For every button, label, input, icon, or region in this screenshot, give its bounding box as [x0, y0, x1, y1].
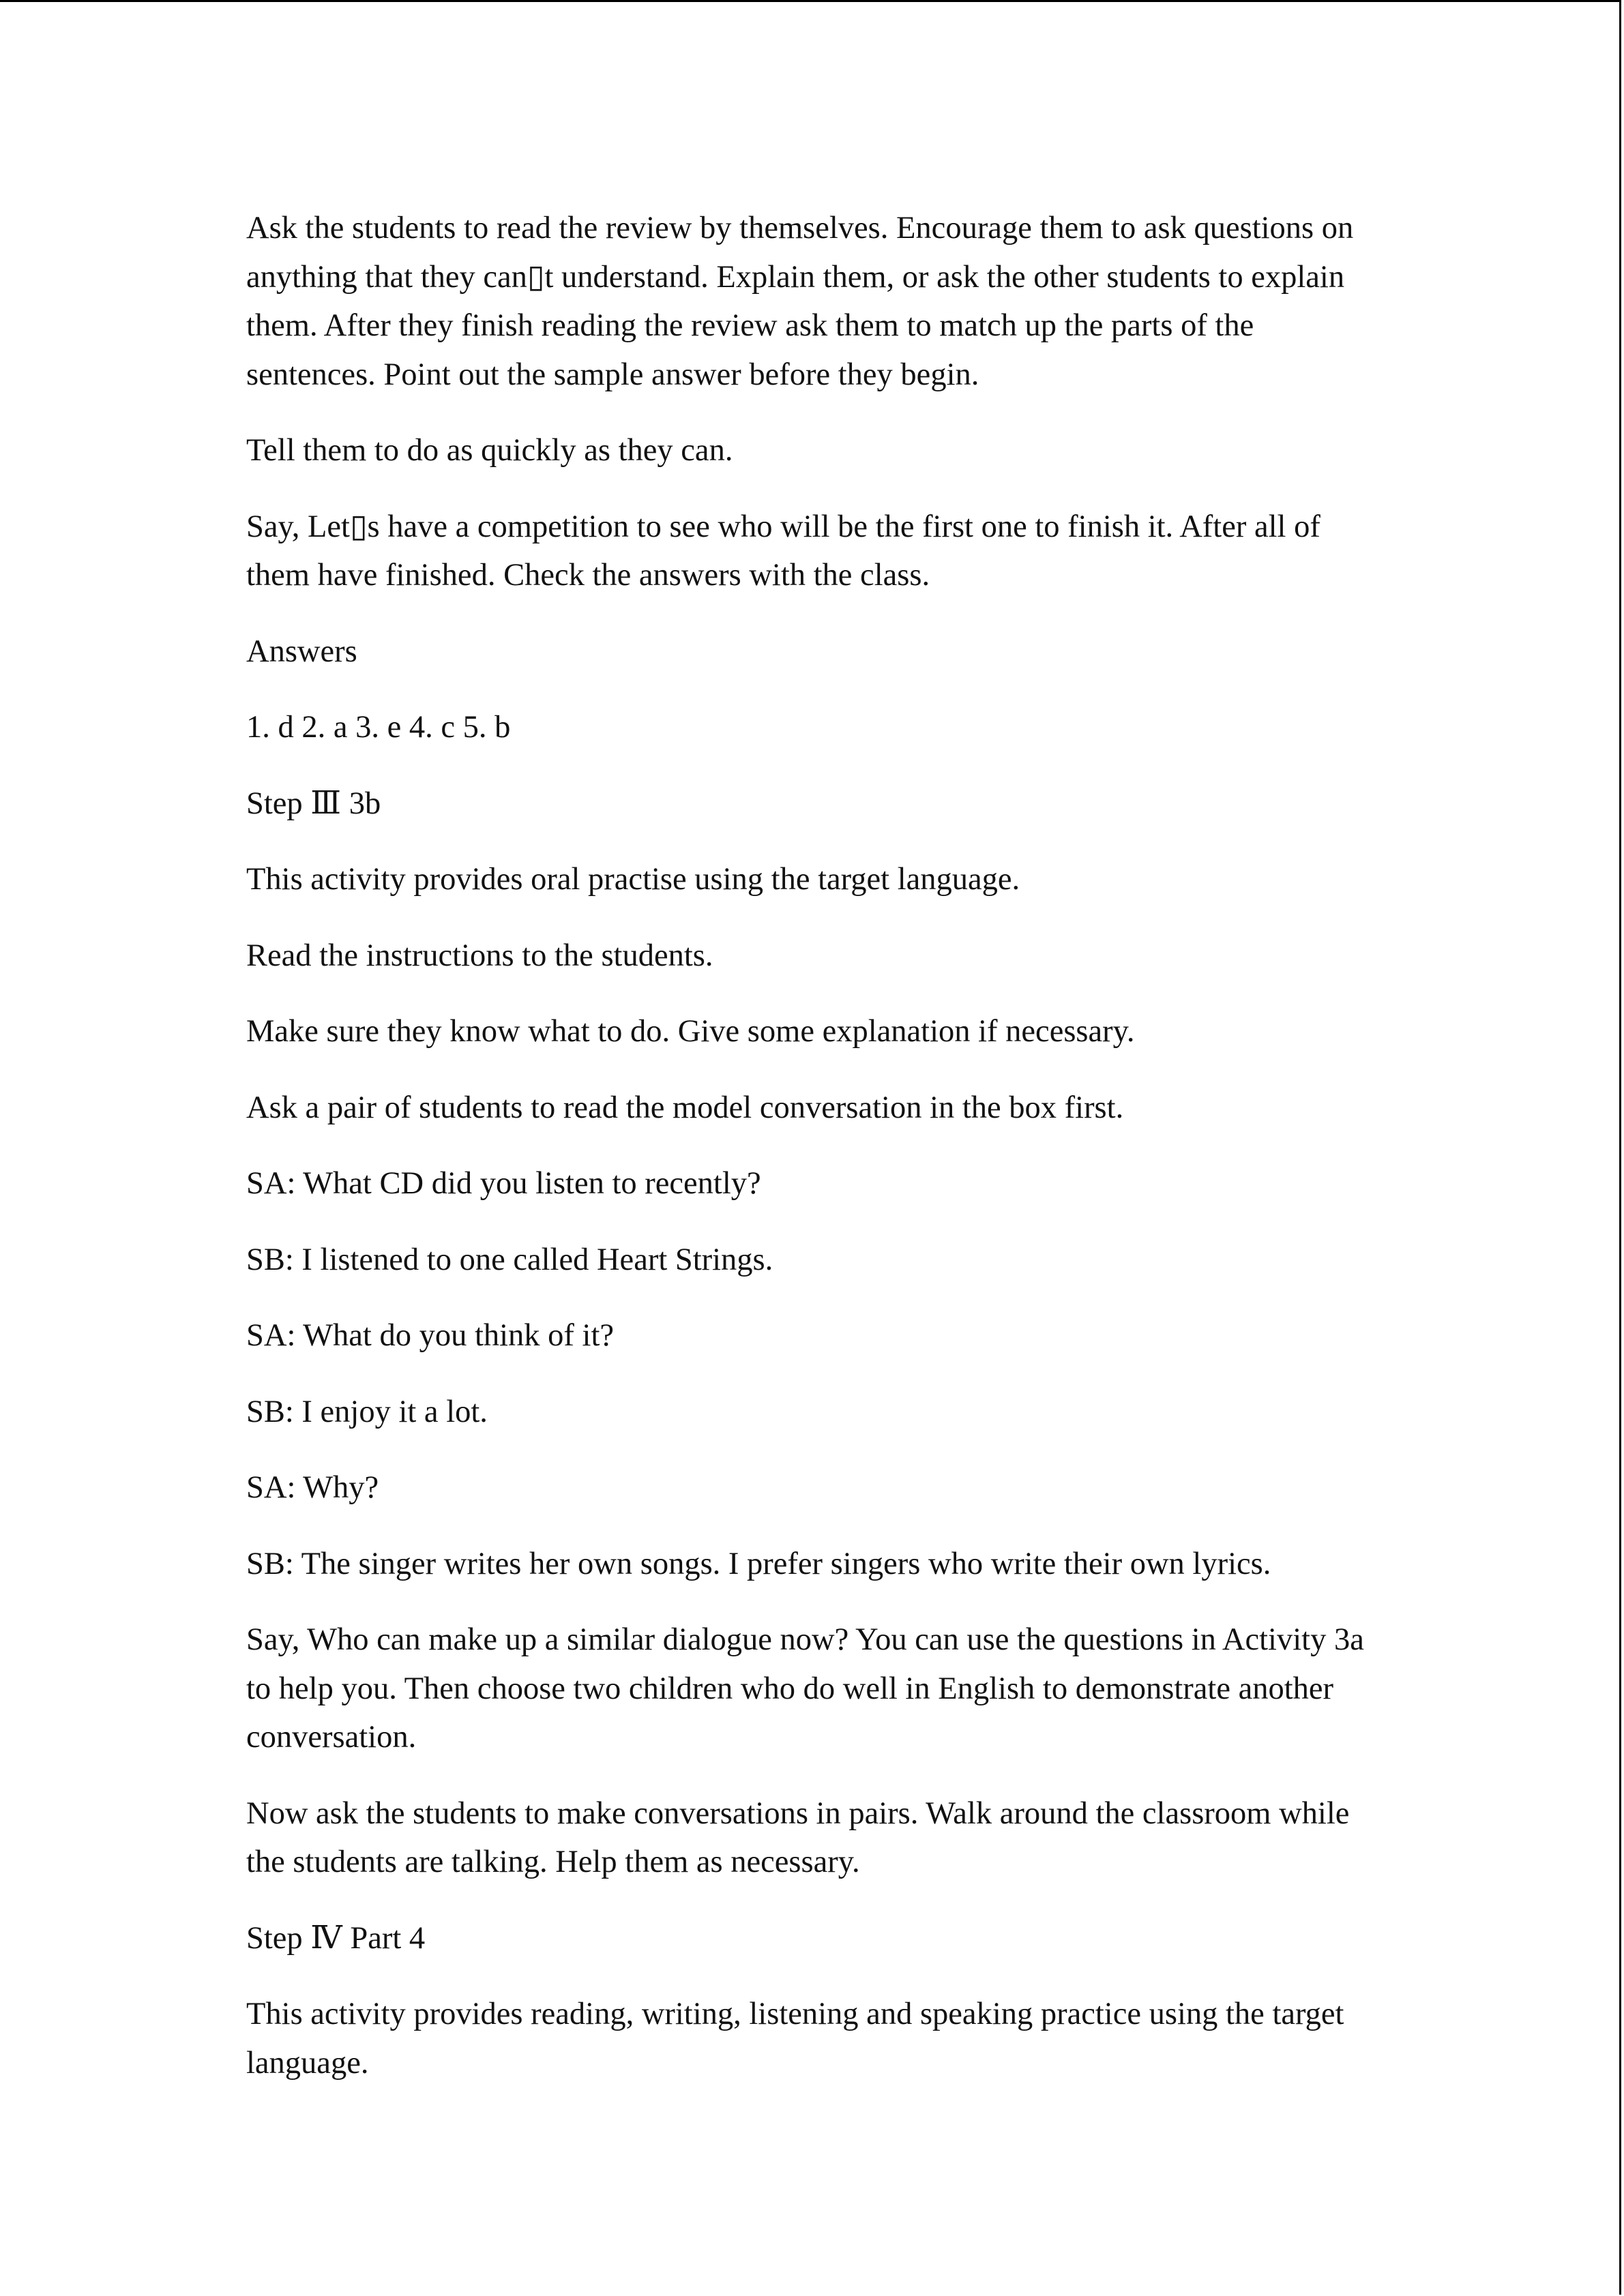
paragraph-pair-conversations: Now ask the students to make conversations in pairs. Walk around the classroom while the students are talking. Help them as necessary. — [246, 1795, 1350, 1879]
paragraph-make-sure: Make sure they know what to do. Give some explanation if necessary. — [246, 1014, 1135, 1049]
paragraph-activity-practice: This activity provides reading, writing, listening and speaking practice using the target language. — [246, 1997, 1344, 2081]
paragraph-read-instructions: Read the instructions to the students. — [246, 938, 713, 973]
step-4-heading: Step Ⅳ Part 4 — [246, 1920, 426, 1956]
dialogue-line: SA: What do you think of it? — [246, 1318, 615, 1353]
paragraph-oral-practise: This activity provides oral practise using the target language. — [246, 862, 1020, 897]
dialogue-line: SB: I listened to one called Heart Strings. — [246, 1242, 773, 1277]
paragraph-quick-instruction: Tell them to do as quickly as they can. — [246, 433, 733, 468]
paragraph-review-instructions: Ask the students to read the review by themselves. Encourage them to ask questions on anything that they can▯t understand. Explain them, or ask the other students to explain them. After they finish reading the review ask them to match up the parts of the sentences. Point out the sample answer before they begin. — [246, 211, 1354, 392]
dialogue-line: SA: What CD did you listen to recently? — [246, 1166, 761, 1201]
dialogue-line: SB: The singer writes her own songs. I prefer singers who write their own lyrics. — [246, 1546, 1271, 1581]
dialogue-line: SB: I enjoy it a lot. — [246, 1394, 488, 1429]
paragraph-similar-dialogue: Say, Who can make up a similar dialogue now? You can use the questions in Activity 3a to help you. Then choose two children who do well in English to demonstrate another conversation. — [246, 1622, 1364, 1755]
paragraph-model-conversation: Ask a pair of students to read the model conversation in the box first. — [246, 1090, 1124, 1125]
answers-list: 1. d 2. a 3. e 4. c 5. b — [246, 710, 511, 745]
answers-heading: Answers — [246, 633, 357, 669]
dialogue-line: SA: Why? — [246, 1470, 379, 1505]
step-3-heading: Step Ⅲ 3b — [246, 786, 381, 821]
paragraph-competition: Say, Let▯s have a competition to see who will be the first one to finish it. After all of them have finished. Check the answers with the class. — [246, 509, 1320, 593]
document-body — [246, 204, 1365, 2115]
